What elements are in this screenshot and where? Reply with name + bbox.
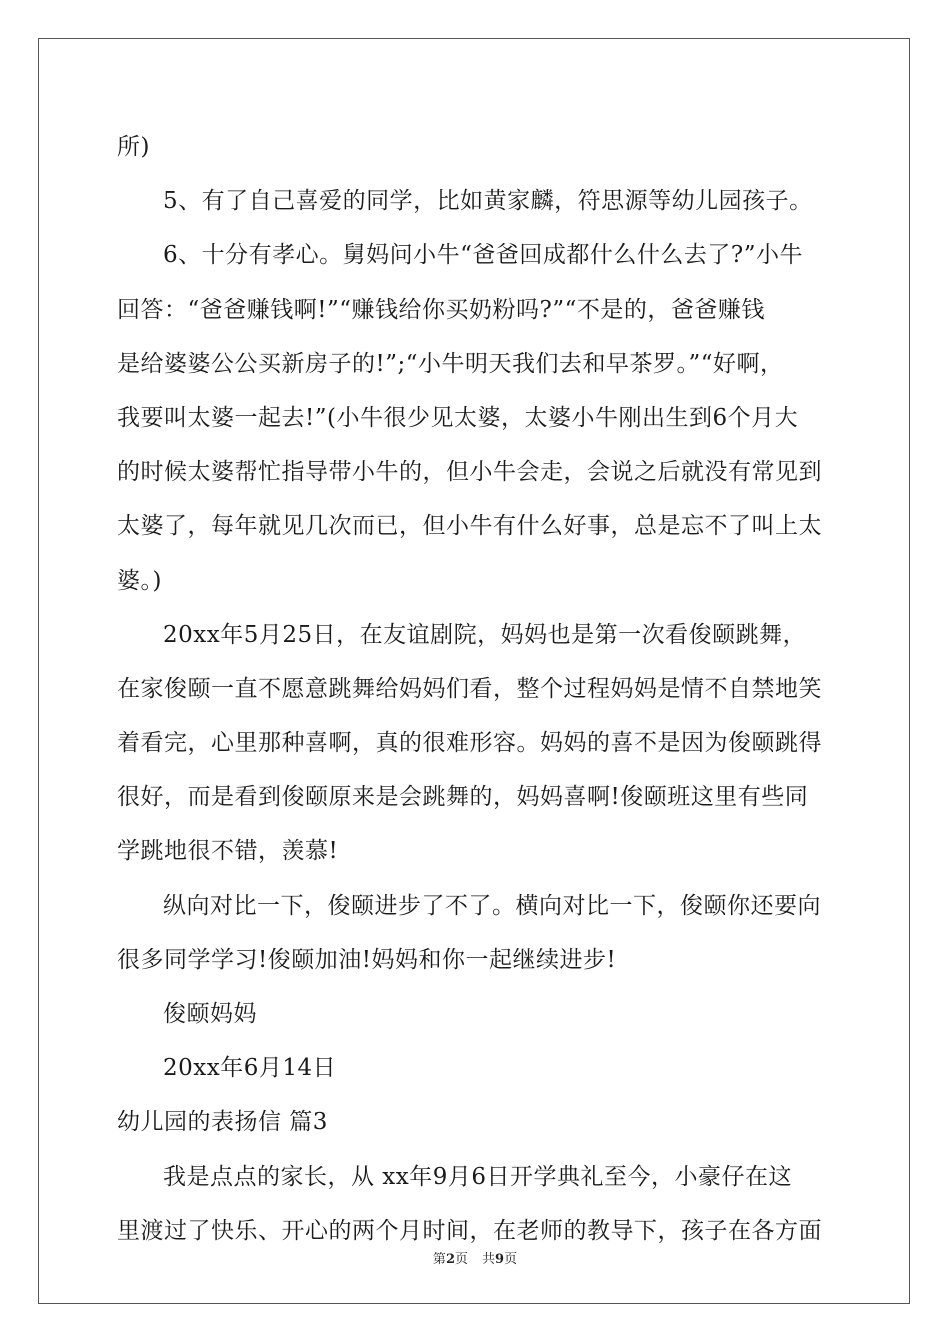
text-line: 我要叫太婆一起去!”(小牛很少见太婆，太婆小牛刚出生到6个月大	[117, 404, 799, 431]
text-line: 学跳地很不错，羡慕!	[117, 838, 339, 865]
page-suffix: 页	[454, 1252, 468, 1267]
text-line: 很好，而是看到俊颐原来是会跳舞的，妈妈喜啊!俊颐班这里有些同	[117, 784, 809, 811]
total-prefix: 共	[482, 1252, 496, 1267]
page-footer	[0, 1248, 950, 1267]
text-line: 所)	[117, 134, 150, 160]
text-line: 20xx年5月25日，在友谊剧院，妈妈也是第一次看俊颐跳舞，	[163, 621, 807, 648]
signature: 俊颐妈妈	[163, 1001, 257, 1027]
text-line: 6、十分有孝心。舅妈问小牛“爸爸回成都什么什么去了?”小牛	[163, 242, 803, 269]
date-line: 20xx年6月14日	[163, 1055, 337, 1082]
current-page-number: 2	[445, 1252, 455, 1267]
total-pages-number: 9	[495, 1252, 505, 1267]
text-line: 婆。)	[117, 567, 162, 594]
text-line: 纵向对比一下，俊颐进步了不了。横向对比一下，俊颐你还要向	[163, 892, 821, 919]
text-line: 在家俊颐一直不愿意跳舞给妈妈们看，整个过程妈妈是情不自禁地笑	[117, 675, 822, 702]
text-line: 着看完，心里那种喜啊，真的很难形容。妈妈的喜不是因为俊颐跳得	[117, 730, 822, 757]
text-line: 5、有了自己喜爱的同学，比如黄家麟，符思源等幼儿园孩子。	[163, 188, 813, 215]
text-line: 太婆了，每年就见几次而已，但小牛有什么好事，总是忘不了叫上太	[117, 513, 822, 540]
total-suffix: 页	[504, 1252, 518, 1267]
section-heading: 幼儿园的表扬信 篇3	[117, 1109, 328, 1136]
text-line: 是给婆婆公公买新房子的!”;“小牛明天我们去和早茶罗。”“好啊，	[117, 350, 784, 377]
text-line: 很多同学学习!俊颐加油!妈妈和你一起继续进步!	[117, 946, 617, 973]
text-line: 里渡过了快乐、开心的两个月时间，在老师的教导下，孩子在各方面	[117, 1217, 822, 1244]
text-line: 回答：“爸爸赚钱啊!”“赚钱给你买奶粉吗?”“不是的，爸爸赚钱	[117, 296, 765, 323]
document-body	[117, 120, 833, 1258]
text-line: 我是点点的家长，从 xx年9月6日开学典礼至今，小豪仔在这	[163, 1163, 793, 1190]
page-prefix: 第	[432, 1252, 446, 1267]
text-line: 的时候太婆帮忙指导带小牛的，但小牛会走，会说之后就没有常见到	[117, 459, 822, 486]
